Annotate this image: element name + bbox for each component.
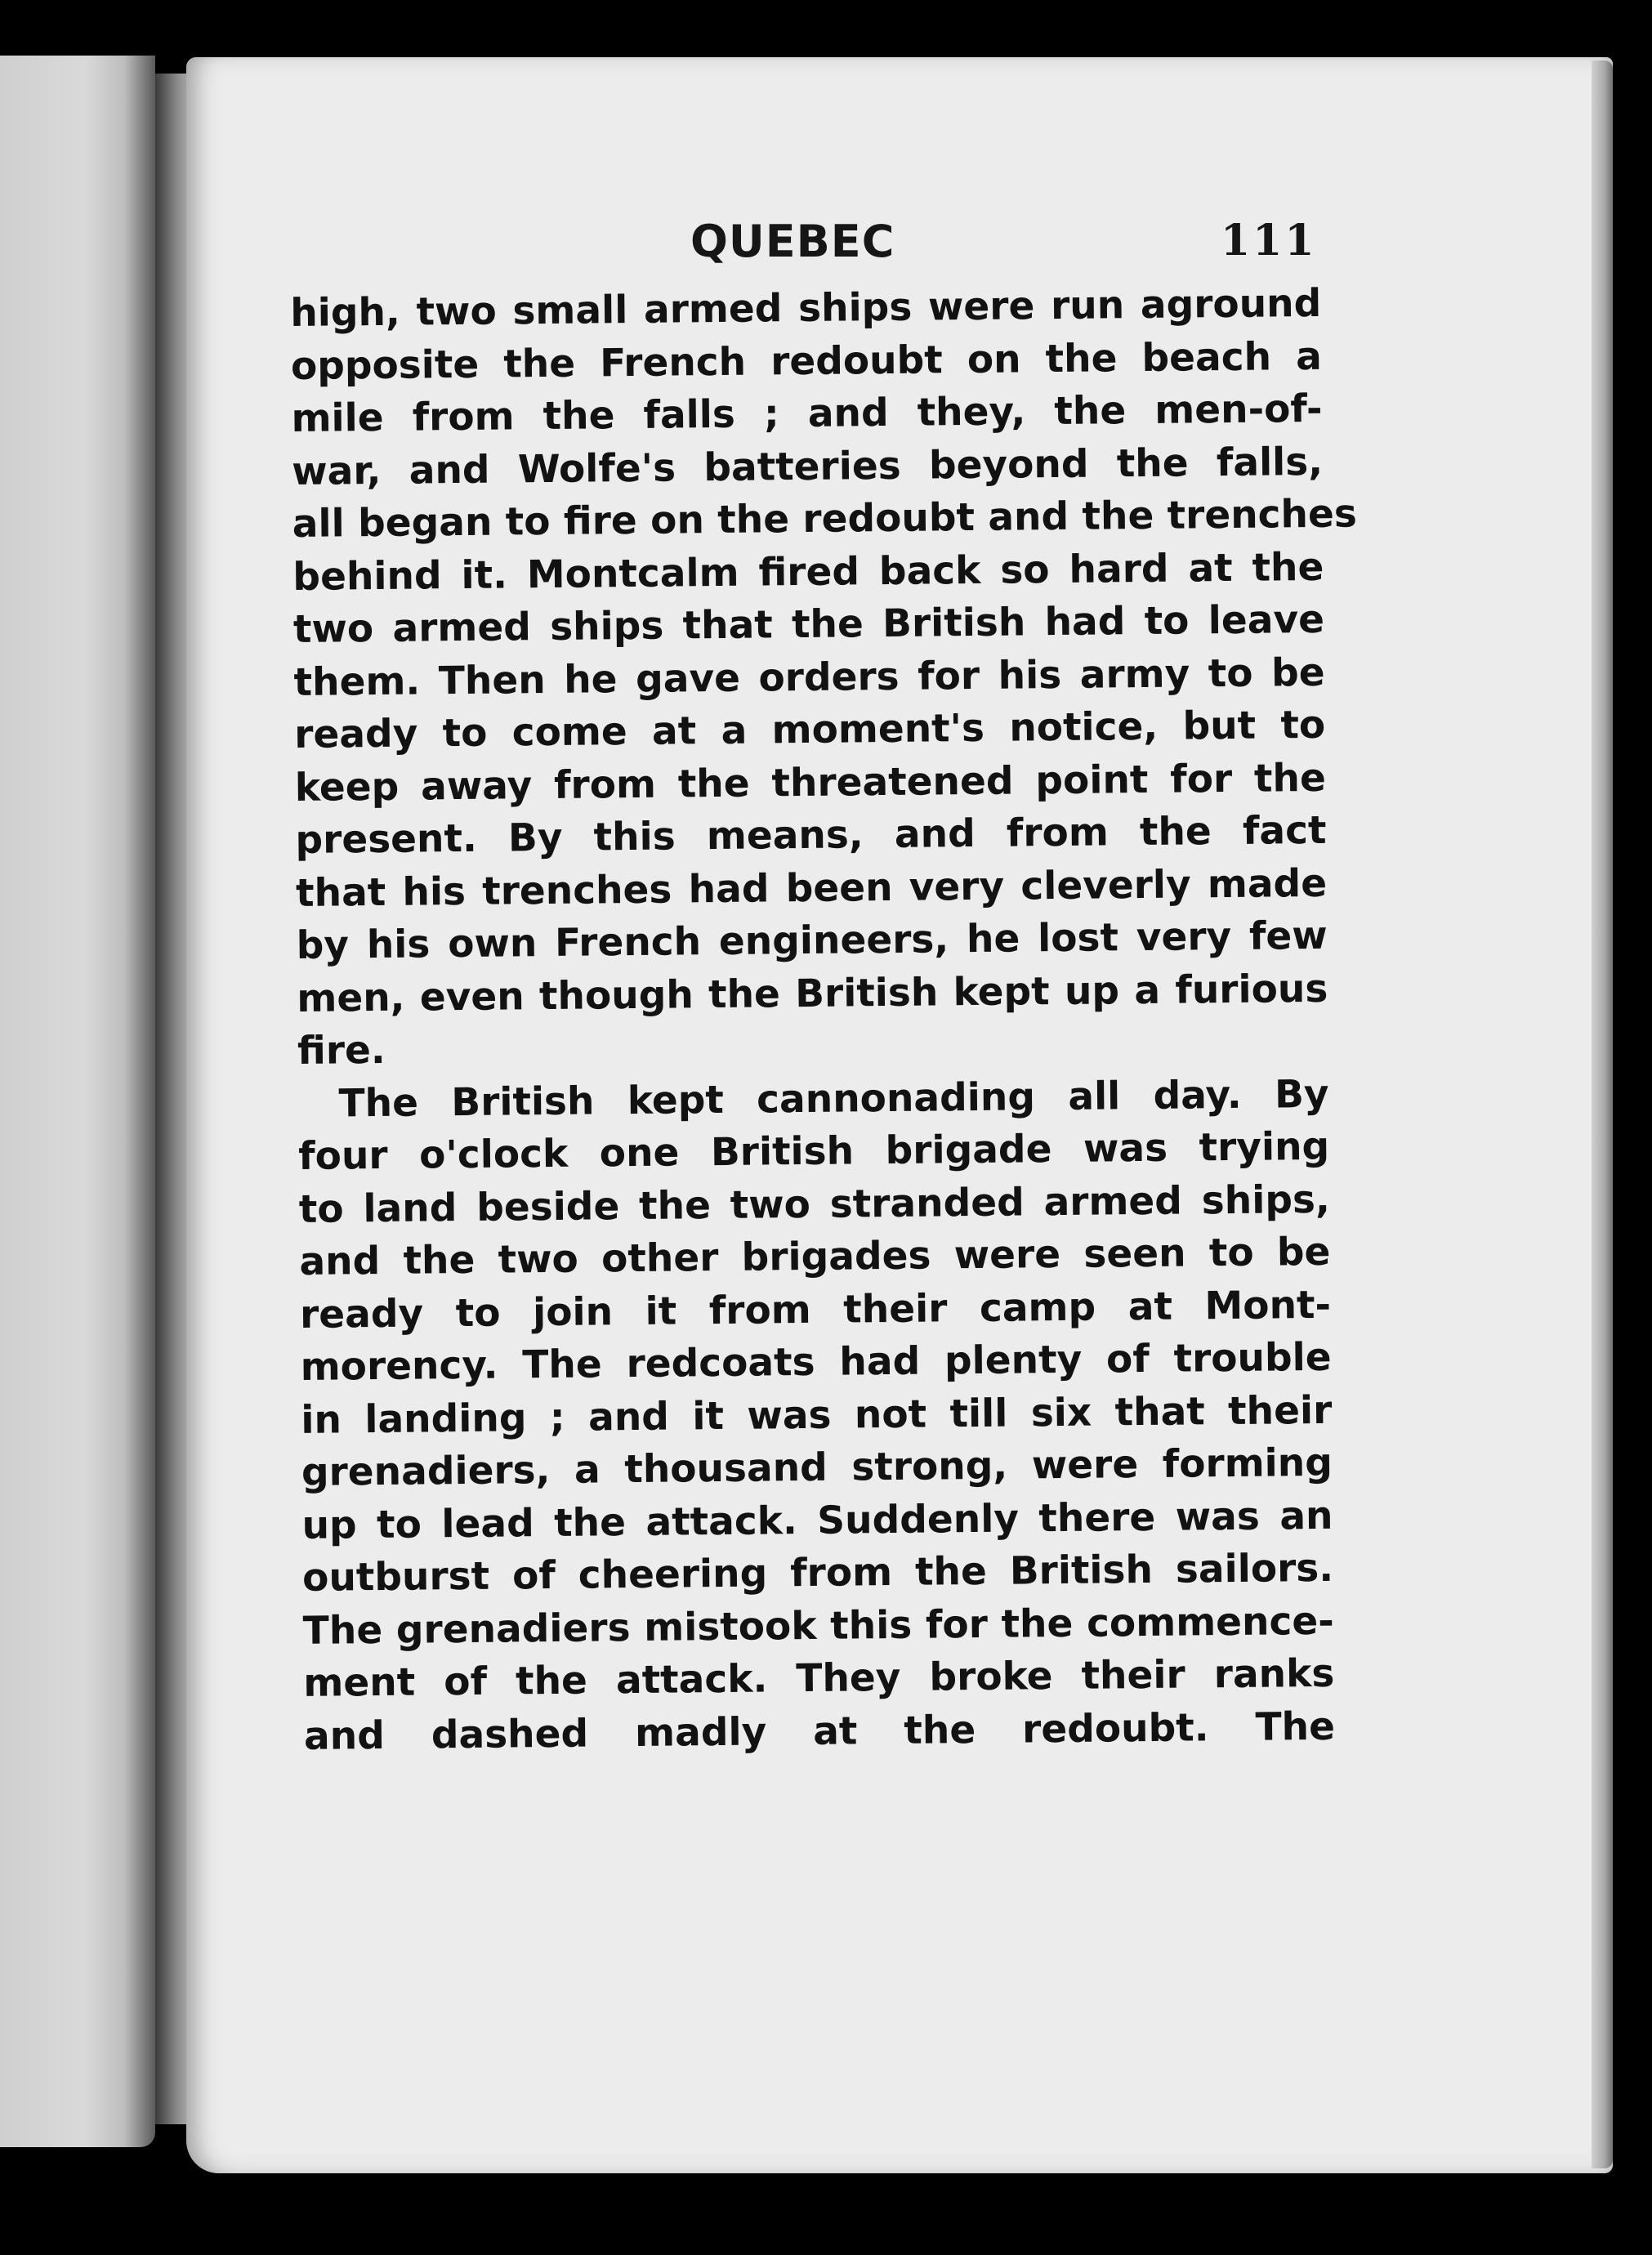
text-line: keep away from the threatened point for the — [294, 755, 1327, 810]
text-line: outburst of cheering from the British sailors. — [301, 1545, 1334, 1601]
page-header — [0, 216, 1652, 273]
running-title: QUEBEC — [690, 216, 895, 267]
text-line: and dashed madly at the redoubt. The — [303, 1704, 1336, 1759]
facing-page-edge — [0, 56, 155, 2147]
page-number: 111 — [1221, 216, 1317, 266]
text-line: behind it. Montcalm fired back so hard at the — [292, 544, 1324, 600]
body-text — [290, 278, 1358, 1763]
text-line: that his trenches had been very cleverly made — [295, 860, 1328, 916]
text-line: high, two small armed ships were run aground — [290, 280, 1322, 336]
text-line: all began to fire on the redoubt and the trenches — [292, 491, 1358, 547]
text-line: present. By this means, and from the fact — [295, 807, 1327, 863]
text-line: ment of the attack. They broke their ranks — [303, 1650, 1335, 1706]
text-line: men, even though the British kept up a furious — [297, 966, 1328, 1021]
text-line: them. Then he gave orders for his army to be — [293, 650, 1325, 705]
text-line: fire. — [297, 1027, 386, 1074]
text-line: by his own French engineers, he lost very few — [296, 913, 1328, 968]
text-line: war, and Wolfe's batteries beyond the falls, — [291, 439, 1324, 494]
text-line: opposite the French redoubt on the beach a — [290, 333, 1323, 389]
text-line: in landing ; and it was not till six that their — [301, 1387, 1333, 1443]
text-line: The grenadiers mistook this for the commence- — [302, 1598, 1334, 1654]
text-line: The British kept cannonading all day. By — [338, 1071, 1329, 1126]
page-fore-edge — [1592, 60, 1613, 2168]
text-line: ready to join it from their camp at Mont- — [299, 1282, 1332, 1337]
text-line: and the two other brigades were seen to be — [299, 1229, 1331, 1284]
text-line: grenadiers, a thousand strong, were forming — [301, 1440, 1333, 1495]
text-line: mile from the falls ; and they, the men-of- — [291, 386, 1323, 441]
text-line: two armed ships that the British had to leave — [292, 596, 1325, 652]
text-line: morency. The redcoats had plenty of trouble — [300, 1334, 1332, 1390]
text-line: ready to come at a moment's notice, but to — [293, 702, 1326, 757]
text-line: to land beside the two stranded armed ships, — [298, 1177, 1331, 1232]
text-line: four o'clock one British brigade was trying — [297, 1123, 1330, 1179]
text-line: up to lead the attack. Suddenly there was an — [301, 1493, 1333, 1548]
